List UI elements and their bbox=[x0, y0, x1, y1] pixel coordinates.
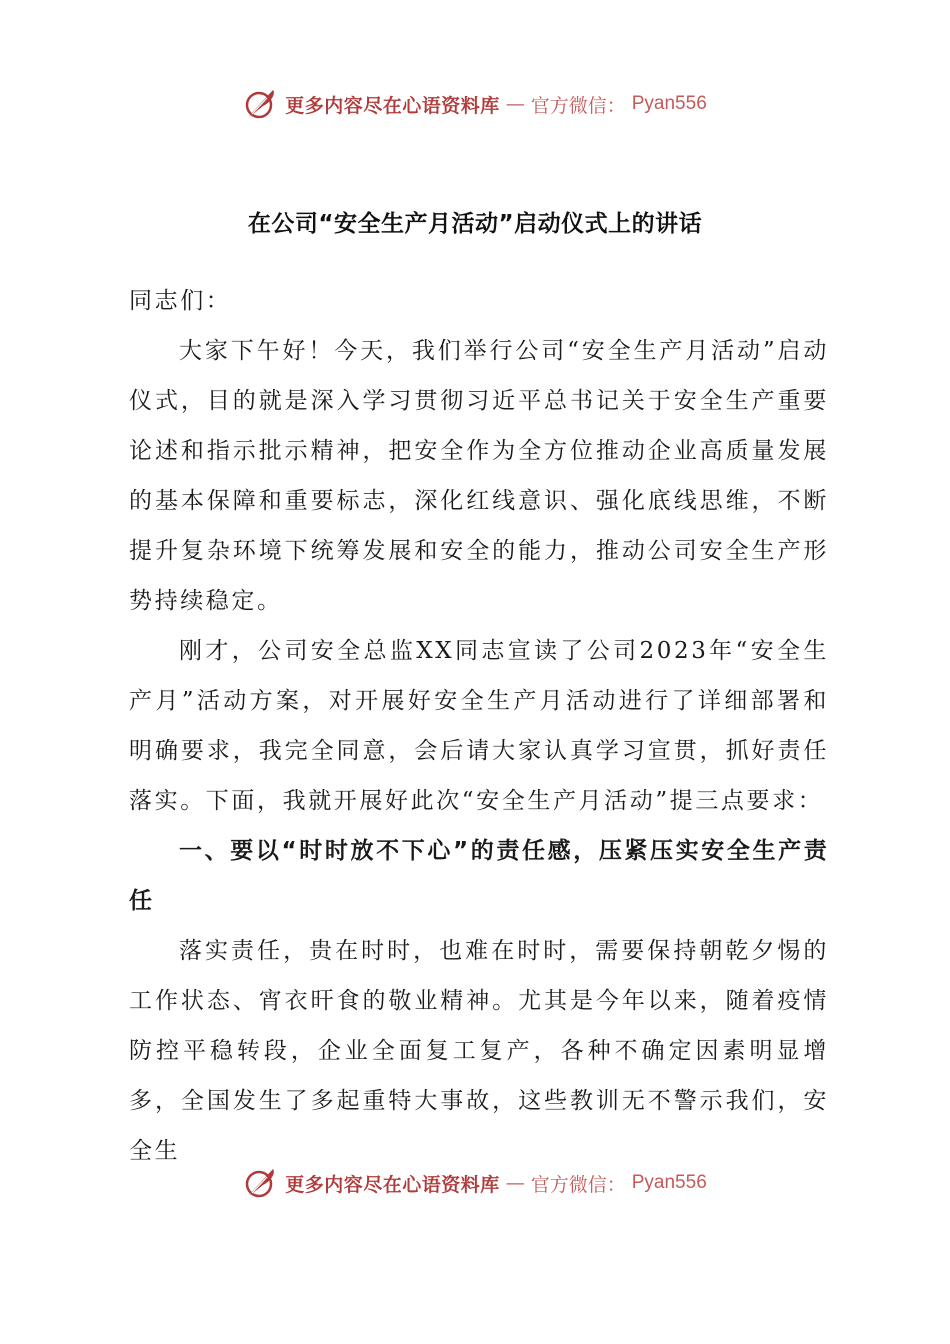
banner-dash: — bbox=[505, 1172, 525, 1194]
footer-banner bbox=[0, 1163, 950, 1203]
quill-pen-logo-icon bbox=[243, 1165, 279, 1201]
paragraph-plan: 刚才，公司安全总监XX同志宣读了公司2023年“安全生产月”活动方案，对开展好安全生产月活动进行了详细部署和明确要求，我完全同意，会后请大家认真学习宣贯，抓好责任落实。下面，我就开展好此次“安全生产月活动”提三点要求： bbox=[129, 638, 829, 814]
banner-wechat-id: Pyan556 bbox=[631, 93, 707, 114]
paragraph-opening: 大家下午好！今天，我们举行公司“安全生产月活动”启动仪式，目的就是深入学习贯彻习近平总书记关于安全生产重要论述和指示批示精神，把安全作为全方位推动企业高质量发展的基本保障和重要标志，深化红线意识、强化底线思维，不断提升复杂环境下统筹发展和安全的能力，推动公司安全生产形势持续稳定。 bbox=[129, 338, 829, 614]
banner-main-text: 更多内容尽在心语资料库 bbox=[285, 1173, 500, 1196]
salutation: 同志们： bbox=[129, 288, 232, 314]
document-body bbox=[129, 276, 829, 1176]
banner-sub-text: 官方微信： bbox=[530, 1173, 626, 1196]
document-title: 在公司“安全生产月活动”启动仪式上的讲话 bbox=[247, 211, 703, 237]
banner-sub-text: 官方微信： bbox=[530, 94, 626, 117]
section-paragraph: 落实责任，贵在时时，也难在时时，需要保持朝乾夕惕的工作状态、宵衣旰食的敬业精神。尤其是今年以来，随着疫情防控平稳转段，企业全面复工复产，各种不确定因素明显增多，全国发生了多起重特大事故，这些教训无不警示我们，安全生 bbox=[129, 938, 829, 1164]
banner-main-text: 更多内容尽在心语资料库 bbox=[285, 94, 500, 117]
banner-dash: — bbox=[505, 93, 525, 115]
banner-wechat-id: Pyan556 bbox=[631, 1172, 707, 1193]
quill-pen-logo-icon bbox=[243, 86, 279, 122]
section-heading: 一、要以“时时放不下心”的责任感，压紧压实安全生产责任 bbox=[129, 838, 829, 914]
header-banner bbox=[0, 84, 950, 124]
